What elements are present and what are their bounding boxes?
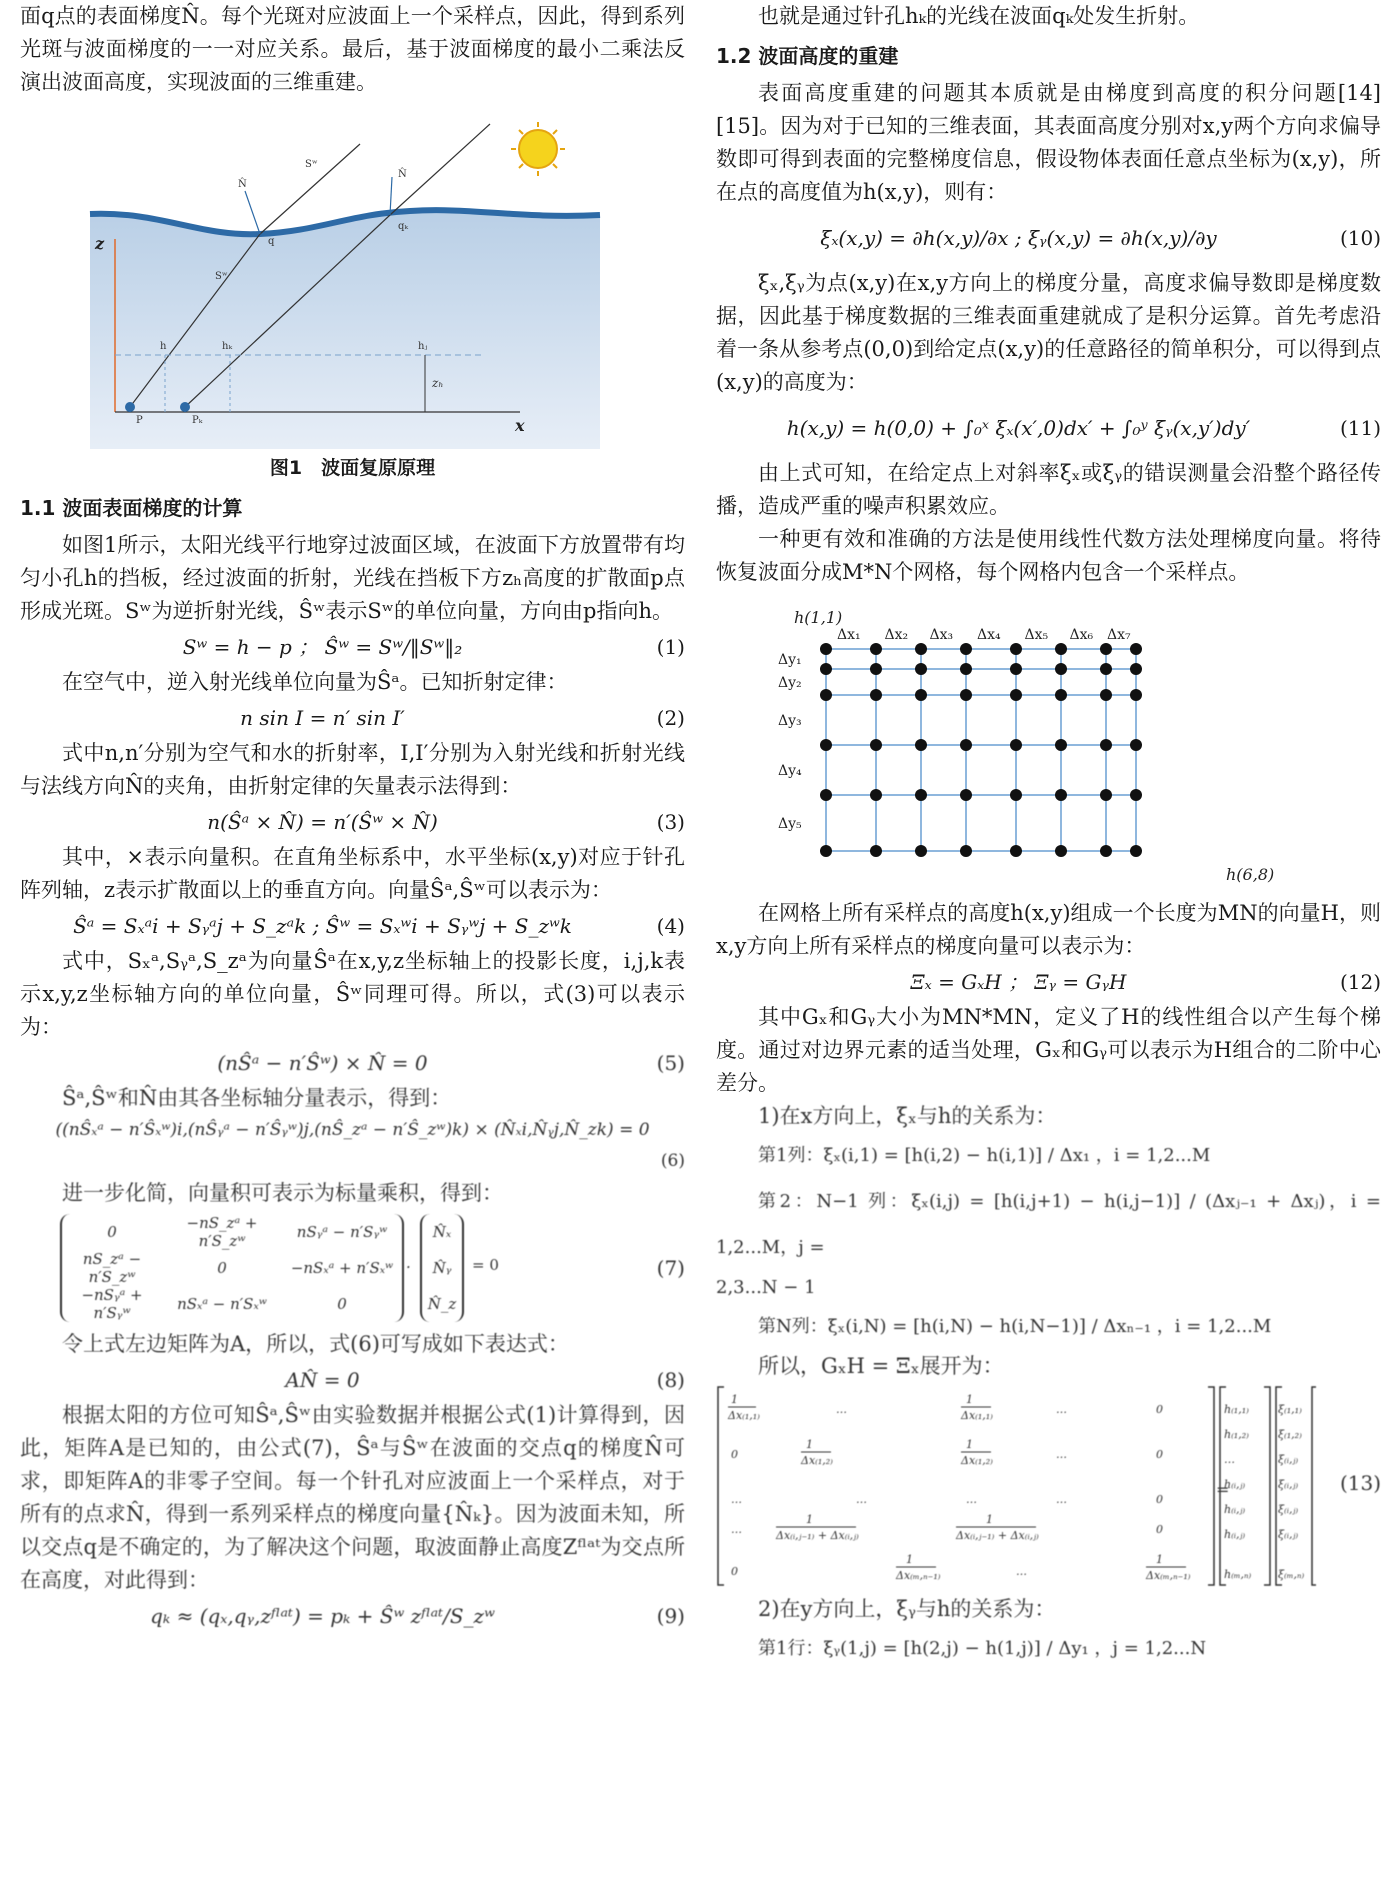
blurred-section (20, 1044, 685, 1635)
dy-label: Δy₃ (778, 713, 802, 729)
sample-point (960, 663, 972, 675)
svg-text:ξ₍ᵢ,ⱼ₎: ξ₍ᵢ,ⱼ₎ (1278, 1528, 1299, 1541)
dx-label: Δx₇ (1107, 627, 1131, 643)
sample-point (1010, 689, 1022, 701)
svg-text:ξ₍ᵢ,ⱼ₎: ξ₍ᵢ,ⱼ₎ (1278, 1503, 1299, 1516)
svg-text:h₍ᵢ,ⱼ₎: h₍ᵢ,ⱼ₎ (1224, 1528, 1246, 1541)
para: 根据太阳的方位可知Ŝᵃ,Ŝʷ由实验数据并根据公式(1)计算得到，因此，矩阵A是已知的，由公式(7)，Ŝᵃ与Ŝʷ在波面的交点q的梯度N̂可求，即矩阵A的非零子空间。每一个针孔对应波面上一个采样点，对于所有的点求N̂，得到一系列采样点的梯度向量{N̂ₖ}。因为波面未知，所以交点q是不确定的，为了解决这个问题，取波面静止高度Zᶠˡᵃᵗ为交点所在高度，对此得到： (20, 1403, 685, 1592)
equation-8: AN̂ = 0 (8) (285, 1368, 685, 1392)
svg-text:h₍₁,₂₎: h₍₁,₂₎ (1224, 1428, 1249, 1441)
sample-point (915, 845, 927, 857)
para: 在网格上所有采样点的高度h(x,y)组成一个长度为MN的向量H，则x,y方向上所有采样点的梯度向量可以表示为： (716, 901, 1381, 958)
svg-text:h₍₁,₁₎: h₍₁,₁₎ (1224, 1403, 1249, 1416)
dx-label: Δx₆ (1069, 627, 1094, 643)
sample-point (915, 689, 927, 701)
svg-text:ξ₍ₘ,ₙ₎: ξ₍ₘ,ₙ₎ (1278, 1568, 1305, 1581)
sample-point (1055, 689, 1067, 701)
dx-label: Δx₄ (977, 627, 1001, 643)
sample-point (1100, 789, 1112, 801)
svg-text:…: … (836, 1403, 847, 1416)
svg-text:0: 0 (1156, 1403, 1163, 1416)
equation-11: h(x,y) = h(0,0) + ∫₀ˣ ξₓ(x′,0)dx′ + ∫₀ʸ ξᵧ(x,y′)dy′ (11) (786, 416, 1381, 440)
label-hk: hₖ (222, 341, 233, 352)
sample-point (820, 789, 832, 801)
svg-text:1: 1 (1156, 1553, 1163, 1566)
dy-label: Δy₅ (778, 816, 802, 832)
para: 表面高度重建的问题其本质就是由梯度到高度的积分问题[14][15]。因为对于已知的三维表面，其表面高度分别对x,y两个方向求偏导数即可得到表面的完整梯度信息，假设物体表面任意点坐标为(x,y)，所在点的高度值为h(x,y)，则有： (716, 81, 1381, 204)
vector-n: N̂ₓ N̂ᵧ N̂_z (420, 1214, 464, 1322)
sample-point (1130, 663, 1142, 675)
sample-point (1130, 689, 1142, 701)
sample-point (1055, 739, 1067, 751)
sample-point (1055, 643, 1067, 655)
sample-point (915, 643, 927, 655)
para: 如图1所示，太阳光线平行地穿过波面区域，在波面下方放置带有均匀小孔h的挡板，经过波面的折射，光线在挡板下方zₕ高度的扩散面p点形成光斑。Sʷ为逆折射光线，Ŝʷ表示Sʷ的单位向量，方向由p指向h。 (20, 533, 685, 623)
svg-text:…: … (731, 1523, 742, 1536)
para: 所以，GₓH = Ξₓ展开为： (758, 1354, 1004, 1378)
para: Ŝᵃ,Ŝʷ和N̂由其各坐标轴分量表示，得到： (62, 1086, 452, 1110)
blurred-section (716, 1100, 1381, 1672)
sample-point (1010, 643, 1022, 655)
sample-point (1010, 663, 1022, 675)
para: 1)在x方向上，ξₓ与h的关系为： (758, 1104, 1057, 1128)
sample-point (870, 739, 882, 751)
grid-label-bottom: h(6,8) (1226, 865, 1275, 884)
equation-12: Ξₓ = GₓH ； Ξᵧ = GᵧH (12) (910, 970, 1381, 994)
sample-point (820, 663, 832, 675)
sample-point (1010, 789, 1022, 801)
para: ξₓ,ξᵧ为点(x,y)在x,y方向上的梯度分量，高度求偏导数即是梯度数据，因此基于梯度数据的三维表面重建就成了是积分运算。首先考虑沿着一条从参考点(0,0)到给定点(x,y)的任意路径的简单积分，可以得到点(x,y)的高度为： (716, 271, 1381, 394)
sample-point (1130, 845, 1142, 857)
left-column (20, 0, 685, 1635)
svg-text:1: 1 (731, 1393, 738, 1406)
label-sw-1: Sʷ (305, 159, 318, 170)
sample-point (1100, 643, 1112, 655)
svg-text:…: … (731, 1493, 742, 1506)
svg-text:1: 1 (966, 1393, 973, 1406)
equation-2: n sin I = n′ sin I′ (2) (240, 706, 685, 730)
sample-point (1100, 739, 1112, 751)
svg-text:0: 0 (1156, 1493, 1163, 1506)
matrix-a: 0 −nS_zᵃ + n′S_zʷ nSᵧᵃ − n′Sᵧʷ nS_zᵃ − n′S_zʷ 0 −nSₓᵃ + n′Sₓʷ −nSᵧᵃ + n′Sᵧʷ nSₓᵃ − n′Sₓʷ 0 (60, 1214, 404, 1322)
svg-text:…: … (1016, 1565, 1027, 1578)
svg-text:h₍ₘ,ₙ₎: h₍ₘ,ₙ₎ (1224, 1568, 1252, 1581)
para: 其中，×表示向量积。在直角坐标系中，水平坐标(x,y)对应于针孔阵列轴，z表示扩散面以上的垂直方向。向量Ŝᵃ,Ŝʷ可以表示为： (20, 845, 685, 902)
sample-point (820, 643, 832, 655)
svg-text:0: 0 (1156, 1523, 1163, 1536)
svg-text:…: … (1056, 1493, 1067, 1506)
axis-label-z: z (95, 234, 105, 253)
svg-text:ξ₍ᵢ,ⱼ₎: ξ₍ᵢ,ⱼ₎ (1278, 1453, 1299, 1466)
label-sw-2: Sʷ (215, 271, 228, 282)
equation-4: Ŝᵃ = Sₓᵃi + Sᵧᵃj + S_zᵃk ; Ŝʷ = Sₓʷi + Sᵧʷj + S_zʷk (4) (73, 914, 685, 938)
section-heading: 1.1 波面表面梯度的计算 (20, 496, 243, 520)
svg-text:1: 1 (986, 1513, 993, 1526)
equation-5: (nŜᵃ − n′Ŝʷ) × N̂ = 0 (5) (217, 1051, 685, 1075)
svg-text:Δx₍ₘ,ₙ₋₁₎: Δx₍ₘ,ₙ₋₁₎ (1146, 1569, 1191, 1582)
para: 一种更有效和准确的方法是使用线性代数方法处理梯度向量。将待恢复波面分成M*N个网格，每个网格内包含一个采样点。 (716, 527, 1381, 584)
equation-6: ((nŜₓᵃ − n′Ŝₓʷ)i,(nŜᵧᵃ − n′Ŝᵧʷ)j,(nŜ_zᵃ − n′Ŝ_zʷ)k) × (N̂ₓi,N̂ᵧj,N̂_zk) = 0 (6) (55, 1120, 685, 1171)
sample-point (1130, 643, 1142, 655)
sample-point (915, 789, 927, 801)
svg-text:=: = (1216, 1480, 1230, 1499)
sample-point (1055, 845, 1067, 857)
formula-line: 2,3...N − 1 (716, 1277, 816, 1298)
equation-7: 0 −nS_zᵃ + n′S_zʷ nSᵧᵃ − n′Sᵧʷ nS_zᵃ − n′S_zʷ 0 −nSₓᵃ + n′Sₓʷ −nSᵧᵃ + n′Sᵧʷ nSₓᵃ − n′Sₓʷ 0 · N̂ₓ N̂ᵧ N̂_z = 0 (7) (20, 1210, 685, 1328)
formula-line: 第2：N−1 列：ξₓ(i,j) = [h(i,j+1) − h(i,j−1)] / (Δxⱼ₋₁ + Δxⱼ)，i = 1,2...M，j = (716, 1191, 1381, 1258)
sample-point (870, 789, 882, 801)
para: 也就是通过针孔hₖ的光线在波面qₖ处发生折射。 (758, 4, 1200, 28)
svg-text:1: 1 (966, 1438, 973, 1451)
sampling-grid (716, 597, 1381, 897)
sample-point (960, 689, 972, 701)
matrix-13 (716, 1383, 1316, 1589)
equation-3: n(Ŝᵃ × N̂) = n′(Ŝʷ × N̂) (3) (207, 810, 685, 834)
para: 2)在y方向上，ξᵧ与h的关系为： (758, 1597, 1056, 1621)
dx-label: Δx₅ (1024, 627, 1049, 643)
equation-9: qₖ ≈ (qₓ,qᵧ,zᶠˡᵃᵗ) = pₖ + Ŝʷ zᶠˡᵃᵗ/S_zʷ (9) (150, 1604, 685, 1628)
label-qk: qₖ (398, 221, 409, 232)
equation-13 (716, 1383, 1381, 1593)
svg-text:h₍ᵢ,ⱼ₎: h₍ᵢ,ⱼ₎ (1224, 1478, 1246, 1491)
svg-text:…: … (1056, 1403, 1067, 1416)
svg-text:…: … (1224, 1453, 1235, 1466)
svg-text:ξ₍ᵢ,ⱼ₎: ξ₍ᵢ,ⱼ₎ (1278, 1478, 1299, 1491)
label-normal-2: N̂ (398, 169, 407, 180)
formula-line: 第N列：ξₓ(i,N) = [h(i,N) − h(i,N−1)] / Δxₙ₋₁ ，i = 1,2...M (758, 1316, 1272, 1337)
sample-point (915, 739, 927, 751)
sample-point (870, 689, 882, 701)
svg-text:0: 0 (731, 1448, 738, 1461)
svg-text:1: 1 (906, 1553, 913, 1566)
sample-point (870, 643, 882, 655)
svg-text:…: … (856, 1493, 867, 1506)
sample-point (870, 845, 882, 857)
svg-text:Δx₍₁,₂₎: Δx₍₁,₂₎ (801, 1454, 833, 1467)
para: 进一步化简，向量积可表示为标量乘积，得到： (62, 1181, 503, 1205)
svg-text:1: 1 (806, 1513, 813, 1526)
label-pk: Pₖ (192, 415, 203, 426)
label-p: P (136, 415, 143, 426)
sample-point (960, 643, 972, 655)
sample-point (1010, 845, 1022, 857)
sample-point (960, 739, 972, 751)
svg-text:0: 0 (1156, 1448, 1163, 1461)
svg-text:ξ₍₁,₁₎: ξ₍₁,₁₎ (1278, 1403, 1302, 1416)
dy-label: Δy₁ (778, 652, 802, 668)
sample-point (820, 845, 832, 857)
sample-point (1055, 663, 1067, 675)
label-normal-1: N̂ (238, 179, 247, 190)
svg-text:Δx₍₁,₁₎: Δx₍₁,₁₎ (961, 1409, 993, 1422)
sample-point (1010, 739, 1022, 751)
para: 令上式左边矩阵为A，所以，式(6)可写成如下表达式： (62, 1332, 569, 1356)
para: 式中n,n′分别为空气和水的折射率，I,I′分别为入射光线和折射光线与法线方向N̂的夹角，由折射定律的矢量表示法得到： (20, 741, 685, 798)
dx-label: Δx₃ (929, 627, 954, 643)
svg-text:h₍ᵢ,ⱼ₎: h₍ᵢ,ⱼ₎ (1224, 1503, 1246, 1516)
equation-1: Sʷ = h − p ； Ŝʷ = Sʷ/‖Sʷ‖₂ (1) (182, 635, 685, 659)
para: 由上式可知，在给定点上对斜率ξₓ或ξᵧ的错误测量会沿整个路径传播，造成严重的噪声积累效应。 (716, 461, 1381, 518)
formula-line: 第1列：ξₓ(i,1) = [h(i,2) − h(i,1)] / Δx₁ ，i = 1,2...M (758, 1145, 1211, 1166)
wave-diagram (20, 119, 685, 449)
svg-text:…: … (1056, 1448, 1067, 1461)
svg-text:1: 1 (806, 1438, 813, 1451)
formula-line: 第1行：ξᵧ(1,j) = [h(2,j) − h(1,j)] / Δy₁ ，j = 1,2...N (758, 1638, 1207, 1659)
sample-point (1130, 739, 1142, 751)
label-q: q (268, 236, 275, 247)
svg-text:0: 0 (731, 1565, 738, 1578)
axis-label-x: x (515, 416, 525, 435)
sample-point (820, 689, 832, 701)
para: 在空气中，逆入射光线单位向量为Ŝᵃ。已知折射定律： (62, 670, 568, 694)
para: 式中，Sₓᵃ,Sᵧᵃ,S_zᵃ为向量Ŝᵃ在x,y,z坐标轴上的投影长度，i,j,k表示x,y,z坐标轴方向的单位向量，Ŝʷ同理可得。所以，式(3)可以表示为： (20, 949, 685, 1039)
svg-text:Δx₍ₘ,ₙ₋₁₎: Δx₍ₘ,ₙ₋₁₎ (896, 1569, 941, 1582)
sample-point (1100, 845, 1112, 857)
label-zh: zₕ (432, 376, 444, 390)
dy-label: Δy₄ (778, 763, 802, 779)
sample-point (820, 739, 832, 751)
figure-1 (20, 119, 685, 485)
dx-label: Δx₂ (884, 627, 909, 643)
para: 面q点的表面梯度N̂。每个光斑对应波面上一个采样点，因此，得到系列光斑与波面梯度的一一对应关系。最后，基于波面梯度的最小二乘法反演出波面高度，实现波面的三维重建。 (20, 4, 685, 94)
sample-point (870, 663, 882, 675)
dy-label: Δy₂ (778, 675, 802, 691)
svg-text:ξ₍₁,₂₎: ξ₍₁,₂₎ (1278, 1428, 1302, 1441)
label-h: h (160, 341, 167, 352)
sample-point (1100, 663, 1112, 675)
svg-text:Δx₍₁,₁₎: Δx₍₁,₁₎ (728, 1409, 760, 1422)
sample-point (960, 789, 972, 801)
equation-10: ξₓ(x,y) = ∂h(x,y)/∂x ; ξᵧ(x,y) = ∂h(x,y)/∂y (10) (820, 226, 1381, 250)
sample-point (1100, 689, 1112, 701)
figure-grid (716, 597, 1381, 897)
sample-point (960, 845, 972, 857)
svg-text:Δx₍ᵢ,ⱼ₋₁₎ + Δx₍ᵢ,ⱼ₎: Δx₍ᵢ,ⱼ₋₁₎ + Δx₍ᵢ,ⱼ₎ (956, 1529, 1039, 1542)
svg-text:Δx₍ᵢ,ⱼ₋₁₎ + Δx₍ᵢ,ⱼ₎: Δx₍ᵢ,ⱼ₋₁₎ + Δx₍ᵢ,ⱼ₎ (776, 1529, 859, 1542)
figure-1-caption: 图1 波面复原原理 (269, 457, 436, 479)
svg-text:…: … (966, 1493, 977, 1506)
dx-label: Δx₁ (837, 627, 861, 643)
sample-point (1055, 789, 1067, 801)
grid-label-top: h(1,1) (794, 608, 843, 627)
label-hj: hⱼ (418, 341, 428, 352)
section-heading: 1.2 波面高度的重建 (716, 44, 899, 68)
svg-text:Δx₍₁,₂₎: Δx₍₁,₂₎ (961, 1454, 993, 1467)
equation-13-number: (13) (1339, 1471, 1381, 1495)
sample-point (1130, 789, 1142, 801)
para: 其中Gₓ和Gᵧ大小为MN*MN，定义了H的线性组合以产生每个梯度。通过对边界元素的适当处理，Gₓ和Gᵧ可以表示为H组合的二阶中心差分。 (716, 1005, 1381, 1095)
sample-point (915, 663, 927, 675)
sun-icon (511, 122, 565, 176)
right-column (716, 0, 1381, 1672)
